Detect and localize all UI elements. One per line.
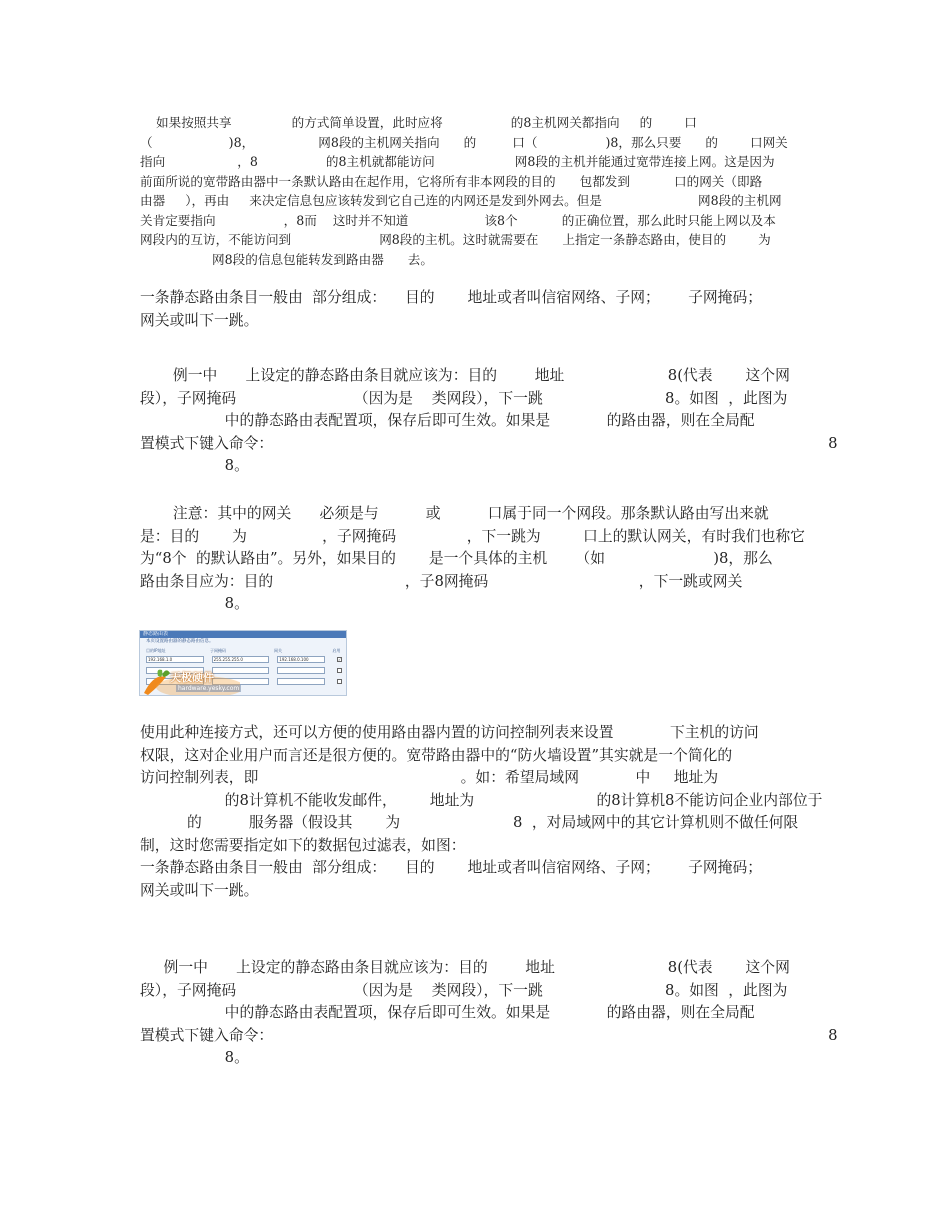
watermark-url: hardware.yesky.com: [178, 685, 240, 692]
paragraph-access-control: 使用此种连接方式，还可以方便的使用路由器内置的访问控制列表来设置 下主机的访问 权限，这对企业用户而言还是很方便的。宽带路由器中的“防火墙设置”其实就是一个简化的 访问控制列表，即 。如：希望局域网 中 地址为 的8计算机不能收发邮件， 地址为 的8计算机8不能访问企业内部位于 的 服务器（假设其 为 8 ，对局域网中的其它计算机则不做任何限 制，这时您需要指定如下的数据包过滤表，如图：: [140, 724, 823, 854]
paragraph-route-example-repeat: 例一中 上设定的静态路由条目就应该为：目的 地址 8(代表 这个网 段），子网掩码 （因为是 类网段），下一跳 8。如图 ，此图为 中的静态路由表配置项，保存后即可生效。如果是 的路由器，则在全局配 置模式下键入命令： 8 8。: [140, 959, 838, 1066]
header-gateway: 网关: [274, 647, 282, 653]
gateway-field[interactable]: 192.168.0.100: [277, 656, 325, 663]
static-route-screenshot: [139, 630, 347, 696]
enabled-checkbox[interactable]: [337, 668, 342, 673]
paragraph-shared-setup: 如果按照共享 的方式简单设置，此时应将 的8主机网关都指向 的 口 （ )8， 网8段的主机网关指向 的 口（ )8，那么只要 的 口网关 指向 ，8 的8主机就都能访问 网8段的主机并能通过宽带连接上网。这是因为 前面所说的宽带路由器中一条默认路由在起作用，它将所有非本网段的目的 包都发到 口的网关（即路 由器 ），再由 来决定信息包应该转发到它自己连的内网还是发到外网去。但是 网8段的主机网 关肯定要指向 ，8而 这时并不知道 该8个 的正确位置，那么此时只能上网以及本 网段内的互访，不能访问到 网8段的主机。这时就需要在 上指定一条静态路由，使目的 为 网8段的信息包能转发到路由器 去。: [140, 115, 788, 267]
table-row: [146, 654, 342, 665]
figure-title: 静态路由表: [140, 631, 346, 638]
table-header: [146, 647, 342, 654]
enabled-checkbox[interactable]: ✓: [337, 657, 342, 662]
header-dest-ip: 目的IP地址: [146, 647, 166, 653]
header-enabled: 启用: [332, 647, 341, 653]
watermark-text: 天极硬件: [170, 671, 214, 684]
figure-note: 本页设置路由器的静态路由信息。: [146, 639, 214, 644]
enabled-checkbox[interactable]: [337, 679, 342, 684]
gateway-field[interactable]: [277, 667, 325, 674]
paragraph-route-example: 例一中 上设定的静态路由条目就应该为：目的 地址 8(代表 这个网 段），子网掩码 （因为是 类网段），下一跳 8。如图 ，此图为 中的静态路由表配置项，保存后即可生效。如果是 的路由器，则在全局配 置模式下键入命令： 8 8。: [140, 367, 838, 474]
paragraph-route-components-repeat: 一条静态路由条目一般由 部分组成： 目的 地址或者叫信宿网络、子网； 子网掩码； 网关或叫下一跳。: [140, 859, 763, 899]
subnet-mask-field[interactable]: 255.255.255.0: [212, 656, 270, 663]
dest-ip-field[interactable]: 192.168.1.0: [146, 656, 204, 663]
gateway-field[interactable]: [277, 678, 325, 685]
paragraph-gateway-note: 注意：其中的网关 必须是与 或 口属于同一个网段。那条默认路由写出来就 是：目的 为 ，子网掩码 ，下一跳为 口上的默认网关，有时我们也称它 为“8个 的默认路由”。另外，如果目的 是一个具体的主机 （如 )8，那么 路由条目应为：目的 ，子8网掩码 ，下一跳或网关 8。: [140, 505, 805, 612]
header-subnet-mask: 子网掩码: [210, 647, 226, 653]
paragraph-route-components: 一条静态路由条目一般由 部分组成： 目的 地址或者叫信宿网络、子网； 子网掩码； 网关或叫下一跳。: [140, 289, 763, 329]
